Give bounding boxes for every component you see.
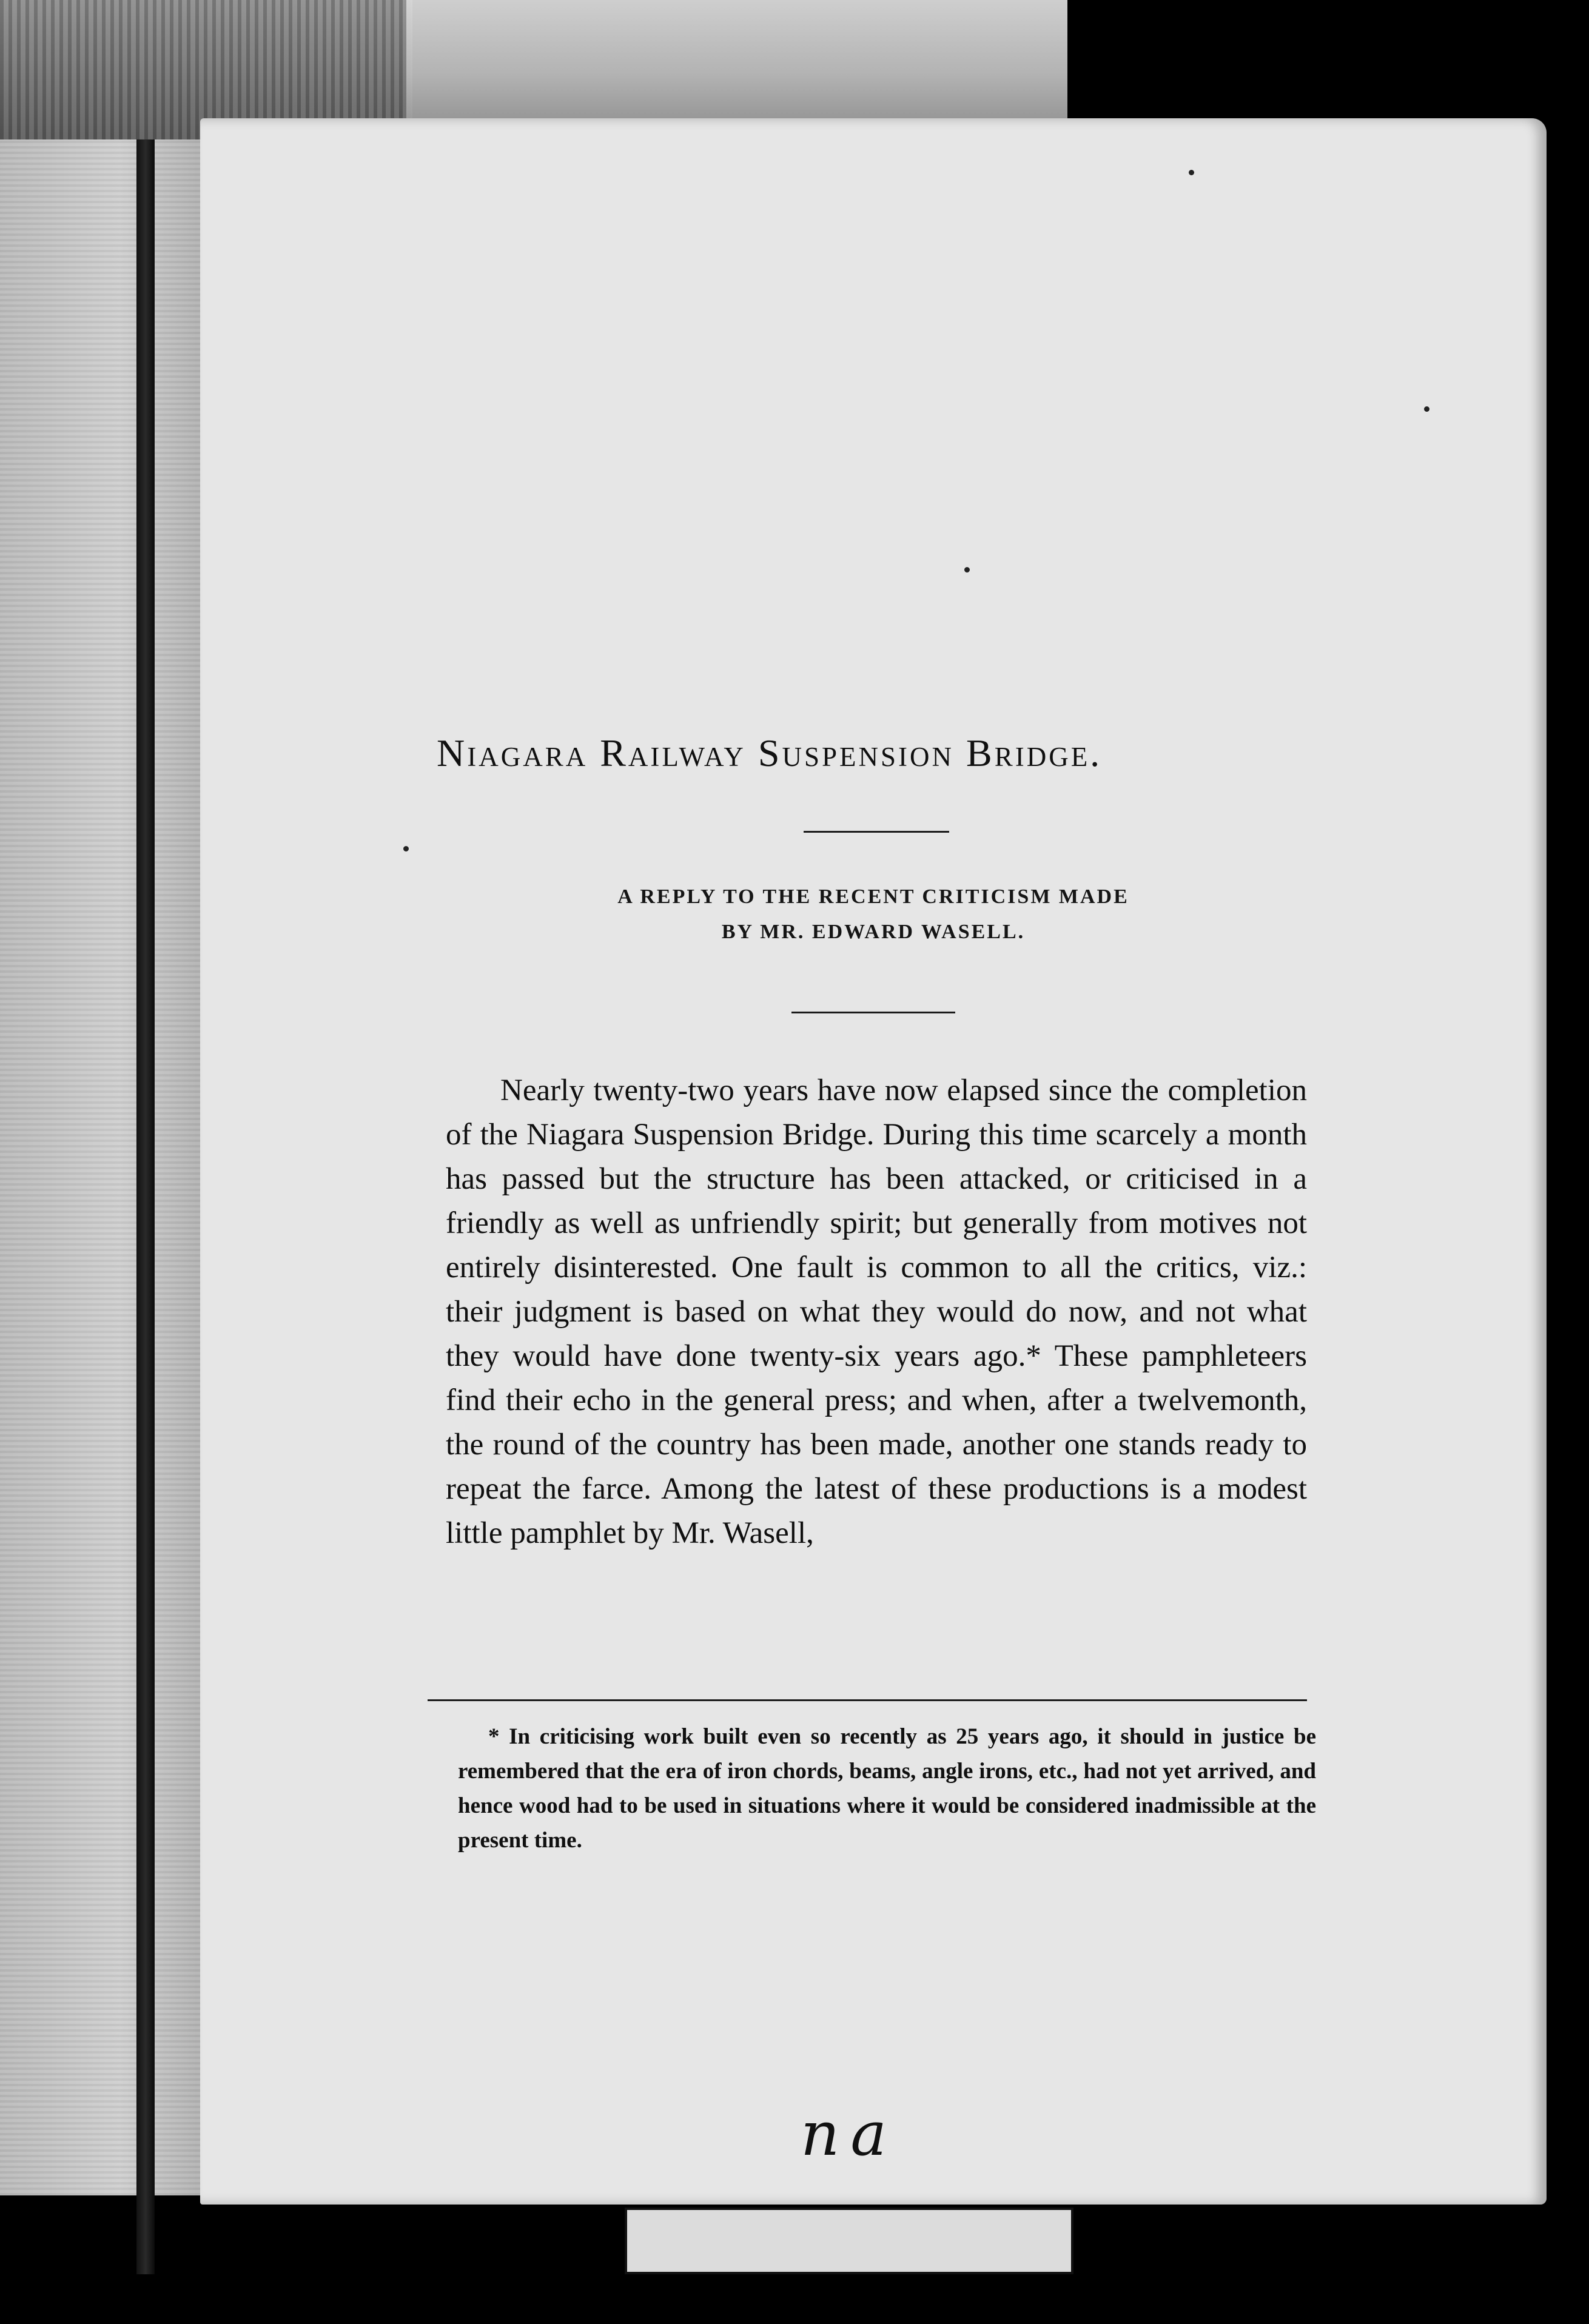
title-divider [804,831,949,833]
handwritten-annotation: na [801,2098,898,2169]
subtitle-line: A REPLY TO THE RECENT CRITICISM MADE [617,885,1129,908]
body-paragraph: Nearly twenty-two years have now elapsed since the completion of the Niagara Suspension Bridge. During this time scarcely a month has passed but the structure has been attacked, or criticised in a friendly as well as unfriendly spirit; but generally from motives not entirely disinterested. One fault is common to all the critics, viz.: their judgment is based on what they would do now, and not what they would have done twenty-six years ago.* These pamphleteers find their echo in the general press; and when, after a twelvemonth, the round of the country has been made, another one stands ready to repeat the farce. Among the latest of these productions is a modest little pamphlet by Mr. Wasell, [446,1073,1307,1550]
footnote: * In criticising work built even so recently as 25 years ago, it should in justice be remembered that the era of iron chords, beams, angle irons, etc., had not yet arrived, and hence wood had to be used in situations where it would be considered inadmissible at the present time. [458,1724,1316,1853]
subtitle-divider [791,1012,955,1013]
facing-page-edge [0,139,200,2195]
document-subtitle [461,879,1286,950]
scan-speck [964,567,970,573]
subtitle-line: BY MR. EDWARD WASELL. [721,921,1026,943]
scan-speck [1189,170,1194,175]
scan-speck [403,846,409,851]
footnote-divider [428,1699,1307,1701]
book-spine-binding [136,139,155,2274]
document-title: Niagara Railway Suspension Bridge. [437,731,1103,774]
scan-speck [1424,406,1429,412]
scan-tab-top [406,0,1067,121]
scan-tab-bottom [625,2208,1073,2274]
